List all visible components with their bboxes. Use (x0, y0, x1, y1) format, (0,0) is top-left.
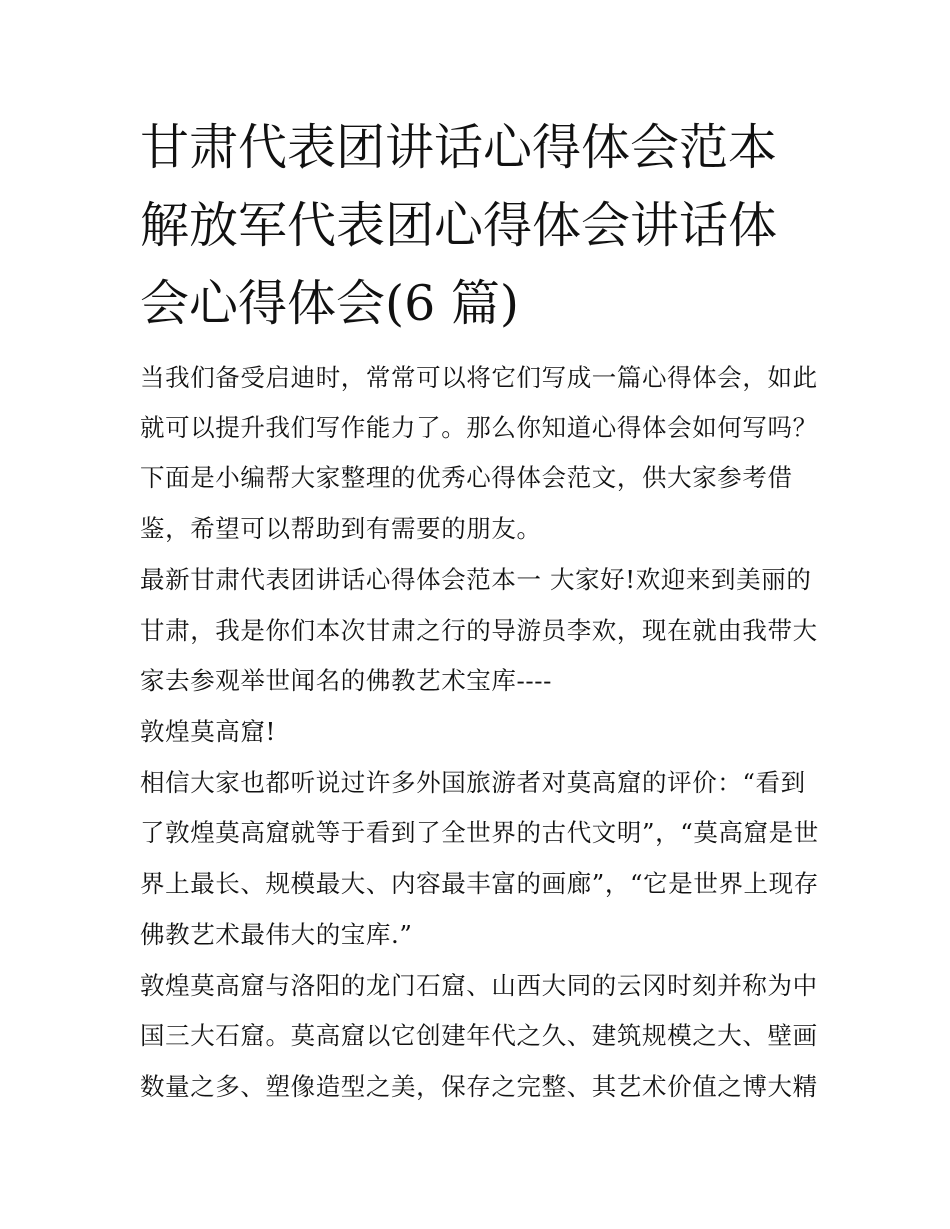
paragraph-line-14: 国三大石窟。莫高窟以它创建年代之久、建筑规模之大、壁画 (140, 1021, 818, 1050)
paragraph-line-1: 当我们备受启迪时，常常可以将它们写成一篇心得体会，如此 (140, 363, 818, 392)
document-title-line-1: 甘肃代表团讲话心得体会范本 (140, 119, 778, 176)
paragraph-line-4: 鉴，希望可以帮助到有需要的朋友。 (140, 514, 542, 543)
paragraph-line-9: 相信大家也都听说过许多外国旅游者对莫高窟的评价：“看到 (140, 768, 806, 797)
paragraph-line-5: 最新甘肃代表团讲话心得体会范本一 大家好!欢迎来到美丽的 (140, 565, 812, 594)
paragraph-line-12: 佛教艺术最伟大的宝库.” (140, 920, 413, 949)
paragraph-line-6: 甘肃，我是你们本次甘肃之行的导游员李欢，现在就由我带大 (140, 616, 818, 645)
paragraph-line-11: 界上最长、规模最大、内容最丰富的画廊”，“它是世界上现存 (140, 869, 819, 898)
paragraph-line-10: 了敦煌莫高窟就等于看到了全世界的古代文明”，“莫高窟是世 (140, 818, 819, 847)
paragraph-line-13: 敦煌莫高窟与洛阳的龙门石窟、山西大同的云冈时刻并称为中 (140, 971, 818, 1000)
document-title-line-3: 会心得体会(6 篇) (140, 275, 519, 332)
document-title-line-2: 解放军代表团心得体会讲话体 (140, 197, 778, 254)
paragraph-line-2: 就可以提升我们写作能力了。那么你知道心得体会如何写吗？ (140, 413, 818, 442)
paragraph-line-7: 家去参观举世闻名的佛教艺术宝库---- (140, 666, 553, 695)
paragraph-line-15: 数量之多、塑像造型之美，保存之完整、其艺术价值之博大精 (140, 1072, 818, 1101)
paragraph-line-8: 敦煌莫高窟! (140, 717, 276, 746)
paragraph-line-3: 下面是小编帮大家整理的优秀心得体会范文，供大家参考借 (140, 463, 793, 492)
